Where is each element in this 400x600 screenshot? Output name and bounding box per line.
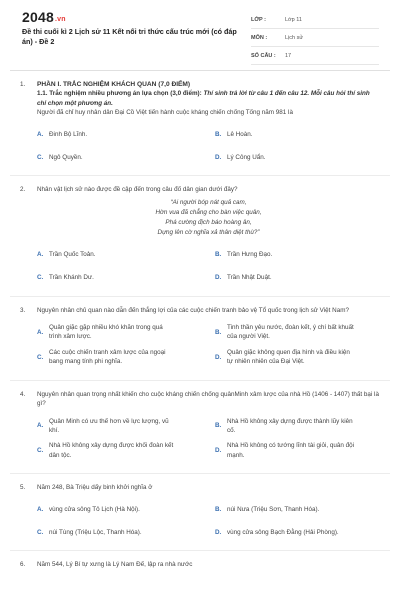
option-text: Nhà Hồ không có tướng lĩnh tài giỏi, quân đội mạnh. bbox=[227, 442, 355, 459]
option-d[interactable] bbox=[215, 348, 385, 367]
meta-value: Lịch sử bbox=[285, 34, 304, 41]
header-divider bbox=[10, 70, 390, 71]
option-letter: D. bbox=[215, 353, 222, 361]
option-letter: B. bbox=[215, 422, 222, 430]
option-letter: C. bbox=[37, 353, 44, 361]
question-number: 4. bbox=[20, 390, 26, 398]
option-letter: A. bbox=[37, 130, 44, 138]
question-number: 3. bbox=[20, 306, 26, 314]
option-text: Lý Công Uẩn. bbox=[227, 154, 266, 162]
option-text: Trần Hưng Đạo. bbox=[227, 250, 273, 258]
question-text: Người đã chỉ huy nhân dân Đại Cồ Việt tiến hành cuộc kháng chiến chống Tống năm 981 là bbox=[37, 109, 293, 117]
question-number: 1. bbox=[20, 81, 26, 88]
option-text: vùng cửa sông Tô Lịch (Hà Nội). bbox=[49, 505, 140, 513]
question-text: Nguyên nhân chủ quan nào dẫn đến thắng lợi của các cuộc chiến tranh bảo vệ Tổ quốc trong lịch sử Việt Nam? bbox=[37, 306, 349, 314]
option-text: Tinh thần yêu nước, đoàn kết, ý chí bất khuất của người Việt. bbox=[227, 324, 354, 341]
question-number: 5. bbox=[20, 484, 26, 492]
option-text: Trần Khánh Dư. bbox=[49, 274, 94, 282]
meta-label: MÔN : bbox=[251, 34, 268, 41]
question-text: Năm 248, Bà Triệu dấy binh khởi nghĩa ở bbox=[37, 484, 153, 492]
poem-line: Hờn vua đã chẳng cho bàn việc quân, bbox=[155, 208, 262, 216]
option-text: Các cuộc chiến tranh xâm lược của ngoại bang mang tính phi nghĩa. bbox=[49, 348, 166, 366]
meta-row-class bbox=[251, 11, 379, 29]
option-b[interactable] bbox=[215, 505, 385, 514]
meta-row-question-count bbox=[251, 47, 379, 65]
document-title: Đề thi cuối kì 2 Lịch sử 11 Kết nối tri thức cấu trúc mới (có đáp án) - Đề 2 bbox=[22, 27, 237, 46]
question-text: Nhân vật lịch sử nào được đề cập đến trong câu đố dân gian dưới đây? bbox=[37, 186, 238, 194]
option-letter: A. bbox=[37, 422, 44, 430]
answer-options bbox=[37, 417, 380, 461]
option-letter: D. bbox=[215, 154, 222, 162]
option-d[interactable] bbox=[215, 273, 385, 282]
option-letter: D. bbox=[215, 528, 222, 536]
question-6 bbox=[0, 560, 400, 569]
option-letter: A. bbox=[37, 328, 44, 336]
option-a[interactable] bbox=[37, 417, 215, 436]
option-letter: C. bbox=[37, 154, 44, 162]
option-c[interactable] bbox=[37, 528, 215, 537]
exam-content bbox=[0, 80, 400, 570]
question-number: 2. bbox=[20, 186, 26, 194]
option-text: Quân giặc không quen địa hình và điều kiện tự nhiên nhiên của Đại Việt. bbox=[227, 348, 350, 366]
option-letter: A. bbox=[37, 505, 44, 513]
poem-line: Phá cường địch báo hoàng ân, bbox=[165, 218, 252, 226]
option-a[interactable] bbox=[37, 130, 215, 139]
answer-options bbox=[37, 323, 380, 367]
question-4 bbox=[0, 390, 400, 460]
option-b[interactable] bbox=[215, 323, 385, 342]
question-5 bbox=[0, 483, 400, 537]
option-letter: D. bbox=[215, 274, 222, 282]
question-text: Năm 544, Lý Bí tự xưng là Lý Nam Đế, lập ra nhà nước bbox=[37, 561, 193, 569]
meta-label: LỚP : bbox=[251, 16, 266, 23]
option-text: Đinh Bộ Lĩnh. bbox=[49, 130, 88, 138]
option-text: Quân giặc gặp nhiều khó khăn trong quá trình xâm lược. bbox=[49, 324, 163, 341]
question-number: 6. bbox=[20, 561, 26, 569]
option-text: Ngô Quyền. bbox=[49, 154, 83, 162]
question-2 bbox=[0, 185, 400, 282]
option-c[interactable] bbox=[37, 348, 215, 367]
option-d[interactable] bbox=[215, 528, 385, 537]
option-a[interactable] bbox=[37, 505, 215, 514]
option-c[interactable] bbox=[37, 441, 215, 460]
meta-value: 17 bbox=[285, 52, 292, 59]
option-letter: B. bbox=[215, 250, 222, 258]
question-1 bbox=[0, 80, 400, 162]
poem-line: Dựng lên cờ nghĩa xả thân diệt thù?” bbox=[157, 228, 260, 236]
option-a[interactable] bbox=[37, 323, 215, 342]
option-letter: B. bbox=[215, 505, 222, 513]
question-text: Nguyên nhân quan trọng nhất khiến cho cuộc kháng chiến chống quânMinh xâm lược của nhà Hồ (1406 - 1407) thất bại là gì? bbox=[37, 390, 379, 408]
option-b[interactable] bbox=[215, 417, 385, 436]
option-letter: C. bbox=[37, 528, 44, 536]
question-divider bbox=[10, 473, 390, 474]
option-letter: B. bbox=[215, 130, 222, 138]
option-text: núi Nưa (Triệu Sơn, Thanh Hóa). bbox=[227, 505, 320, 513]
option-c[interactable] bbox=[37, 153, 215, 162]
option-text: Trần Nhật Duật. bbox=[227, 274, 272, 282]
poem-line: “Ai người bóp nát quả cam, bbox=[170, 198, 247, 206]
meta-value: Lớp 11 bbox=[285, 16, 302, 23]
answer-options bbox=[37, 130, 380, 163]
option-a[interactable] bbox=[37, 250, 215, 259]
logo-suffix: .vn bbox=[54, 16, 66, 23]
option-text: Quân Minh có ưu thế hơn về lực lượng, vũ khí. bbox=[49, 417, 169, 434]
option-letter: A. bbox=[37, 250, 44, 258]
option-b[interactable] bbox=[215, 250, 385, 259]
option-text: Trần Quốc Toản. bbox=[49, 250, 96, 258]
option-text: Lê Hoàn. bbox=[227, 130, 253, 138]
exam-meta-table bbox=[251, 11, 379, 65]
meta-row-subject bbox=[251, 29, 379, 47]
option-b[interactable] bbox=[215, 130, 385, 139]
option-d[interactable] bbox=[215, 153, 385, 162]
site-logo[interactable] bbox=[22, 9, 66, 25]
question-3 bbox=[0, 306, 400, 367]
logo-text: 2048 bbox=[22, 9, 54, 25]
question-divider bbox=[10, 380, 390, 381]
option-d[interactable] bbox=[215, 441, 385, 460]
option-text: núi Tùng (Triệu Lộc, Thanh Hóa). bbox=[49, 528, 142, 536]
instruction-italic: Thí sinh trả lời từ câu 1 đến câu 12. Mỗi câu hỏi thí sinh chỉ chọn một phương án. bbox=[37, 90, 370, 107]
page-header bbox=[0, 0, 400, 66]
option-letter: D. bbox=[215, 447, 222, 455]
option-text: Nhà Hồ không xây dựng được thành lũy kiên cố. bbox=[227, 417, 353, 434]
option-text: Nhà Hồ không xây dựng được khối đoàn kết dân tộc. bbox=[49, 442, 174, 459]
section-instruction bbox=[37, 89, 380, 108]
instruction-bold: 1.1. Trắc nghiệm nhiều phương án lựa chọn (3,0 điểm): bbox=[37, 90, 202, 98]
answer-options bbox=[37, 505, 380, 538]
option-text: vùng cửa sông Bạch Đằng (Hải Phòng). bbox=[227, 528, 339, 536]
meta-label: SỐ CÂU : bbox=[251, 52, 276, 59]
question-divider bbox=[10, 550, 390, 551]
option-letter: B. bbox=[215, 328, 222, 336]
question-divider bbox=[10, 296, 390, 297]
option-letter: C. bbox=[37, 274, 44, 282]
question-divider bbox=[10, 175, 390, 176]
section-title: PHẦN I. TRẮC NGHIỆM KHÁCH QUAN (7,0 ĐIỂM) bbox=[37, 81, 191, 88]
question-poem bbox=[37, 198, 380, 238]
option-letter: C. bbox=[37, 447, 44, 455]
option-c[interactable] bbox=[37, 273, 215, 282]
answer-options bbox=[37, 250, 380, 283]
